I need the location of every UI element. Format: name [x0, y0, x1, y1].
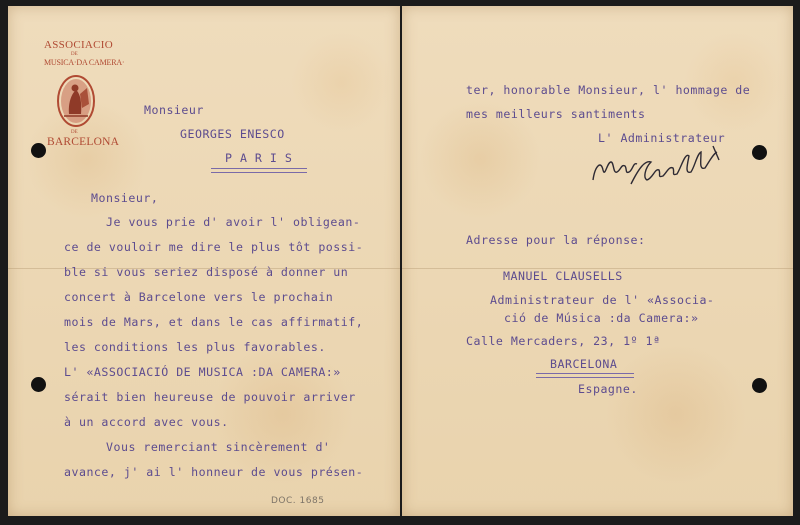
pencil-archive-note: DOC. 1685 — [271, 496, 325, 506]
closing-line: ter, honorable Monsieur, l' hommage de — [466, 83, 751, 97]
handwritten-signature — [587, 138, 727, 193]
reply-country: Espagne. — [578, 382, 638, 396]
punch-hole — [31, 377, 46, 392]
recipient-name: GEORGES ENESCO — [180, 127, 285, 141]
body-line: Vous remerciant sincèrement d' — [106, 440, 331, 454]
left-page — [8, 6, 400, 516]
body-line: avance, j' ai l' honneur de vous présen- — [64, 465, 364, 479]
right-page — [402, 6, 793, 516]
body-line: ble si vous seriez disposé à donner un — [64, 265, 349, 279]
body-line: L' «ASSOCIACIÓ DE MUSICA :DA CAMERA:» — [64, 365, 341, 379]
salutation-header: Monsieur — [144, 103, 204, 117]
logo-line-4: DE — [71, 130, 78, 135]
reply-label: Adresse pour la réponse: — [466, 233, 646, 247]
punch-hole — [752, 378, 767, 393]
signatory-title: L' Administrateur — [598, 131, 726, 145]
body-line: ce de vouloir me dire le plus tôt possi- — [64, 240, 364, 254]
greeting: Monsieur, — [91, 191, 159, 205]
punch-hole — [31, 143, 46, 158]
body-line: à un accord avec vous. — [64, 415, 229, 429]
logo-line-5: BARCELONA — [47, 136, 120, 148]
body-line: sérait bien heureuse de pouvoir arriver — [64, 390, 356, 404]
punch-hole — [752, 145, 767, 160]
emblem-icon — [56, 74, 96, 128]
city-underline — [211, 168, 307, 173]
body-line: Je vous prie d' avoir l' obligean- — [106, 215, 361, 229]
recipient-city: P A R I S — [225, 151, 293, 165]
reply-street: Calle Mercaders, 23, 1º 1ª — [466, 334, 661, 348]
closing-line: mes meilleurs santiments — [466, 107, 646, 121]
logo-line-2: DE — [71, 52, 78, 57]
reply-role-line: ció de Música :da Camera:» — [504, 311, 699, 325]
reply-name: MANUEL CLAUSELLS — [503, 269, 623, 283]
logo-line-3: MUSICA·DA CAMERA· — [44, 58, 125, 67]
reply-city-underline — [536, 373, 634, 378]
body-line: mois de Mars, et dans le cas affirmatif, — [64, 315, 364, 329]
logo-line-1: ASSOCIACIO — [44, 39, 114, 51]
body-line: les conditions les plus favorables. — [64, 340, 326, 354]
body-line: concert à Barcelone vers le prochain — [64, 290, 334, 304]
reply-role-line: Administrateur de l' «Associa- — [490, 293, 715, 307]
reply-city: BARCELONA — [550, 357, 618, 371]
